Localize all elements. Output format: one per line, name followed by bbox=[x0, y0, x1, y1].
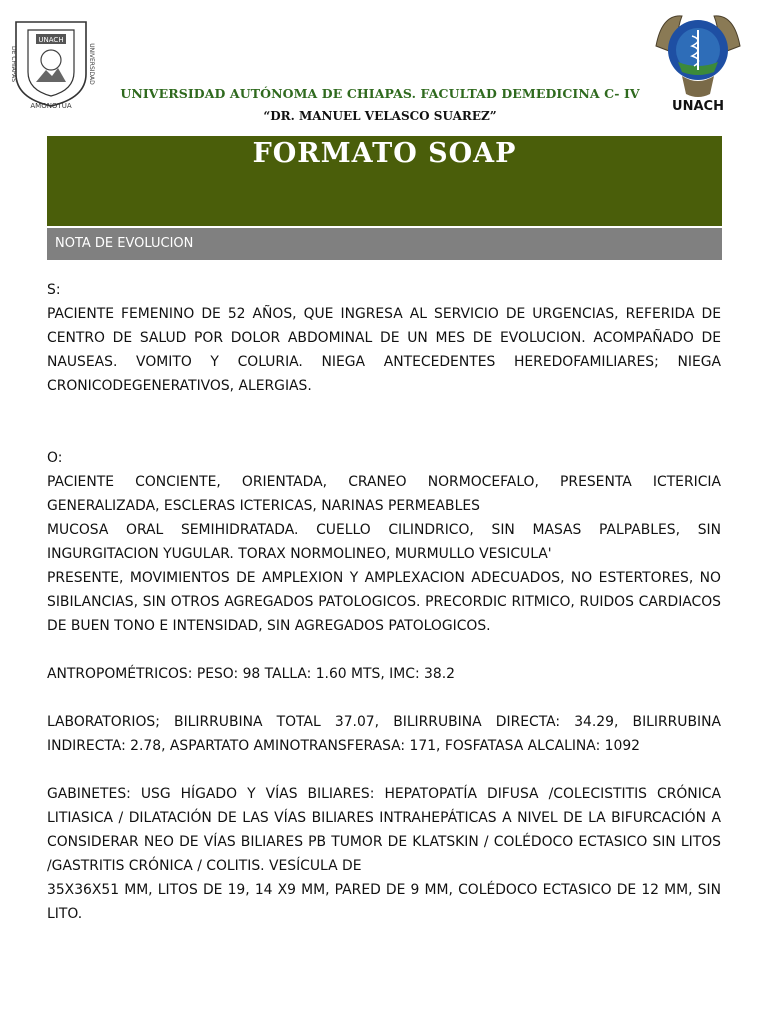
section-label: NOTA DE EVOLUCION bbox=[55, 236, 194, 251]
imaging-text: GABINETES: USG HÍGADO Y VÍAS BILIARES: HEPATOPATÍA DIFUSA /COLECISTITIS CRÓNICA LITIASICA / DILATACIÓN DE LAS VÍAS BILIARES INTRAHEPÁTICAS A NIVEL DE LA BIFURCACIÓN A CONSIDERAR NEO DE VÍAS BILIARES PB TUMOR DE KLATSKIN / COLÉDOCO ECTASICO SIN LITOS /GASTRITIS CRÓNICA / COLITIS. VESÍCULA DE bbox=[47, 786, 721, 874]
doctor-name: “DR. MANUEL VELASCO SUAREZ” bbox=[263, 109, 497, 123]
svg-text:UNACH: UNACH bbox=[672, 99, 724, 112]
svg-text:AMONOTUA: AMONOTUA bbox=[30, 102, 72, 110]
university-title: UNIVERSIDAD AUTÓNOMA DE CHIAPAS. FACULTAD DEMEDICINA C- IV bbox=[120, 86, 640, 101]
subjective-label: S: bbox=[47, 282, 61, 298]
anthropometrics-text: ANTROPOMÉTRICOS: PESO: 98 TALLA: 1.60 MTS, IMC: 38.2 bbox=[47, 666, 455, 682]
unach-eagle-logo-right bbox=[652, 6, 744, 112]
section-bar bbox=[47, 228, 722, 260]
unach-seal-logo-left bbox=[6, 14, 96, 110]
objective-label: O: bbox=[47, 450, 63, 466]
svg-text:DE CHIAPAS: DE CHIAPAS bbox=[10, 45, 17, 83]
objective-text-3: PRESENTE, MOVIMIENTOS DE AMPLEXION Y AMPLEXACION ADECUADOS, NO ESTERTORES, NO SIBILANCIAS, SIN OTROS AGREGADOS PATOLOGICOS. PRECORDIC RITMICO, RUIDOS CARDIACOS DE BUEN TONO E INTENSIDAD, SIN AGREGADOS PATOLOGICOS. bbox=[47, 570, 721, 634]
svg-text:UNIVERSIDAD: UNIVERSIDAD bbox=[88, 43, 95, 85]
objective-text-2: MUCOSA ORAL SEMIHIDRATADA. CUELLO CILINDRICO, SIN MASAS PALPABLES, SIN INGURGITACION YUGULAR. TORAX NORMOLINEO, MURMULLO VESICULA' bbox=[47, 522, 721, 562]
svg-text:UNACH: UNACH bbox=[38, 36, 64, 44]
imaging-text-continued: 35X36X51 MM, LITOS DE 19, 14 X9 MM, PARED DE 9 MM, COLÉDOCO ECTASICO DE 12 MM, SIN LITO. bbox=[47, 882, 721, 922]
soap-note-body bbox=[47, 278, 721, 926]
labs-text: LABORATORIOS; BILIRRUBINA TOTAL 37.07, BILIRRUBINA DIRECTA: 34.29, BILIRRUBINA INDIRECTA: 2.78, ASPARTATO AMINOTRANSFERASA: 171, FOSFATASA ALCALINA: 1092 bbox=[47, 714, 721, 754]
subjective-text: PACIENTE FEMENINO DE 52 AÑOS, QUE INGRESA AL SERVICIO DE URGENCIAS, REFERIDA DE CENTRO DE SALUD POR DOLOR ABDOMINAL DE UN MES DE EVOLUCION. ACOMPAÑADO DE NAUSEAS. VOMITO Y COLURIA. NIEGA ANTECEDENTES HEREDOFAMILIARES; NIEGA CRONICODEGENERATIVOS, ALERGIAS. bbox=[47, 306, 721, 394]
page-title: FORMATO SOAP bbox=[252, 138, 517, 169]
objective-text-1: PACIENTE CONCIENTE, ORIENTADA, CRANEO NORMOCEFALO, PRESENTA ICTERICIA GENERALIZADA, ESCLERAS ICTERICAS, NARINAS PERMEABLES bbox=[47, 474, 721, 514]
title-banner bbox=[47, 136, 722, 226]
